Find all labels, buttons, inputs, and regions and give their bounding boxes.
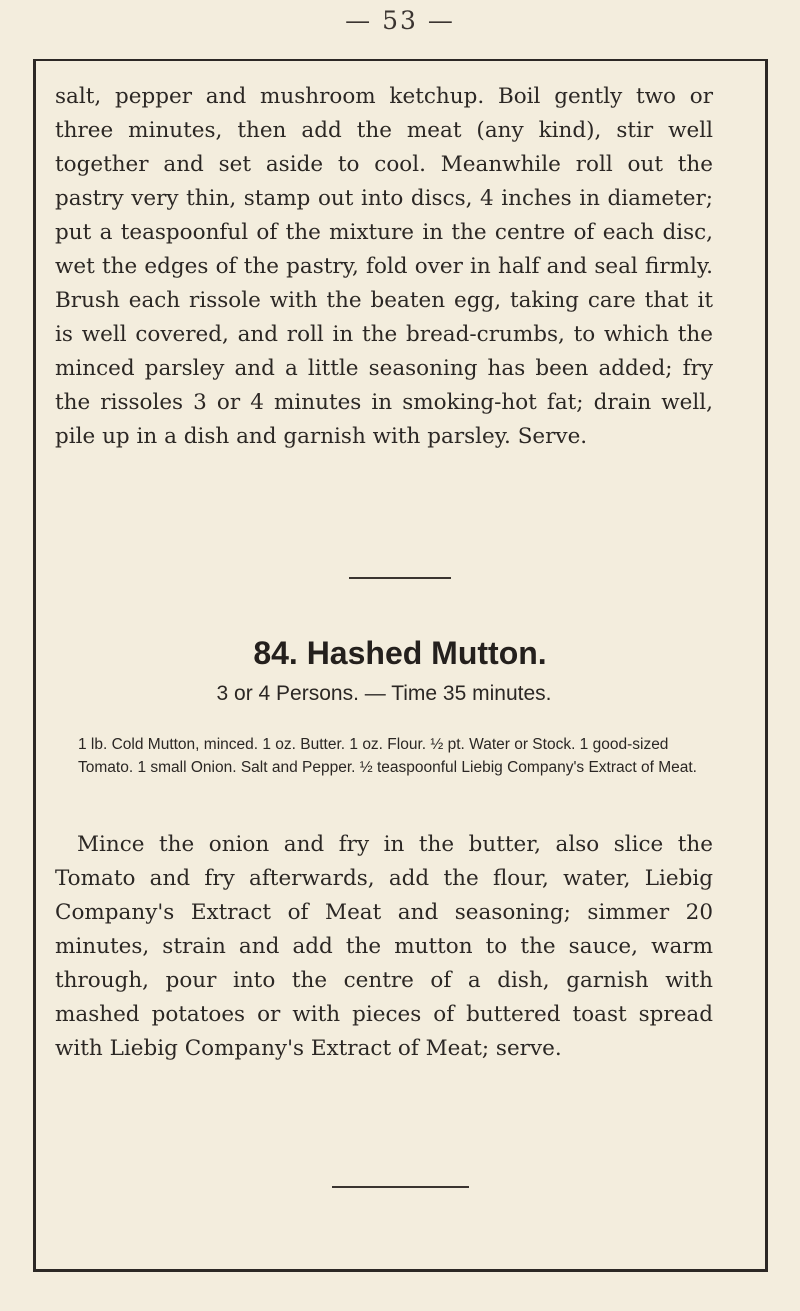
recipe-method: Mince the onion and fry in the butter, also slice the Tomato and fry afterwards, add the flour, water, Liebig Company's Extract of Meat and seasoning; simmer 20 minutes, strain and add the mutton to the sauce, warm through, pour into the centre of a dish, garnish with mashed potatoes or with pieces of buttered toast spread with Liebig Company's Extract of Meat; serve. <box>55 832 713 1061</box>
recipe-servings-time: 3 or 4 Persons. — Time 35 minutes. <box>216 682 552 705</box>
recipe-ingredients: 1 lb. Cold Mutton, minced. 1 oz. Butter. 1 oz. Flour. ½ pt. Water or Stock. 1 good-sized Tomato. 1 small Onion. Salt and Pepper. ½ teaspoonful Liebig Company's Extract of Meat. <box>78 736 697 776</box>
recipe-title: 84. Hashed Mutton. <box>253 635 547 671</box>
section-divider <box>349 577 451 579</box>
end-divider <box>332 1186 469 1188</box>
page-number: — 53 — <box>345 6 455 35</box>
intro-paragraph: salt, pepper and mushroom ketchup. Boil gently two or three minutes, then add the meat (any kind), stir well together and set aside to cool. Meanwhile roll out the pastry very thin, stamp out into discs, 4 inches in diameter; put a teaspoonful of the mixture in the centre of each disc, wet the edges of the pastry, fold over in half and seal firmly. Brush each rissole with the beaten egg, taking care that it is well covered, and roll in the bread-crumbs, to which the minced parsley and a little seasoning has been added; fry the rissoles 3 or 4 minutes in smoking-hot fat; drain well, pile up in a dish and garnish with parsley. Serve. <box>55 84 713 449</box>
